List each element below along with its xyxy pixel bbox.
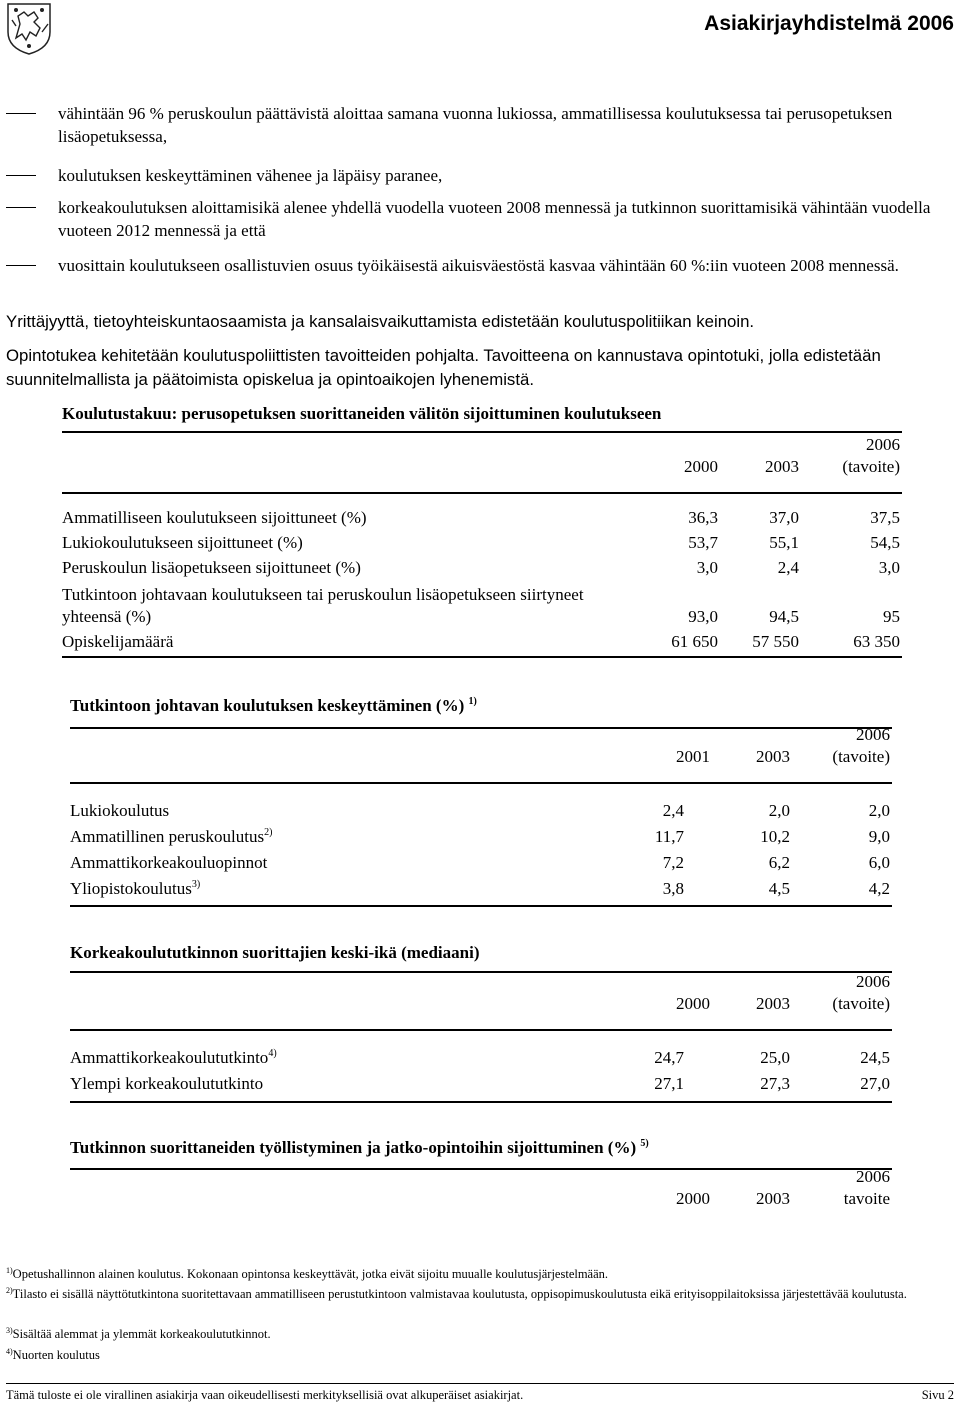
table-title: Tutkintoon johtavan koulutuksen keskeyttäminen (%) $^{1)}$ (70, 696, 477, 715)
footnote: $^{1)}$Opetushallinnon alainen koulutus. Kokonaan opintonsa keskeyttävät, jotka eivät sijoitu muualle koulutusjärjestelmään. (6, 1266, 609, 1281)
table-top-rule (70, 727, 892, 729)
dash-marker (6, 175, 36, 176)
row-label: Lukiokoulutus (70, 801, 170, 820)
table-title: Tutkinnon suorittaneiden työllistyminen ja jatko-opintoihin sijoittuminen (%) $^{5)}$ (70, 1138, 649, 1157)
cell-value: 54,5 (870, 533, 900, 552)
cell-value: 27,0 (860, 1074, 890, 1093)
cell-value: 25,0 (760, 1048, 790, 1067)
table-top-rule (70, 971, 892, 973)
dash-marker (6, 207, 36, 208)
row-label: Yliopistokoulutus$^{3)}$ (70, 879, 201, 898)
paragraph: Opintotukea kehitetään koulutuspoliittisten tavoitteiden pohjalta. Tavoitteena on kannustava opintotuki, jolla edistetään suunnitelmallista ja päätoimista opiskelua ja opintoaikojen lyhenemistä. (6, 346, 881, 389)
cell-value: 37,0 (769, 508, 799, 527)
column-header: 2003 (756, 994, 790, 1013)
bullet-item (6, 102, 956, 148)
cell-value: 6,2 (768, 853, 790, 872)
cell-value: 63 350 (853, 632, 900, 651)
cell-value: 3,8 (662, 879, 684, 898)
cell-value: 6,0 (868, 853, 890, 872)
table-keskeyttaminen (70, 696, 892, 908)
cell-value: 55,1 (769, 533, 799, 552)
column-header: 2003 (765, 457, 799, 476)
footer-disclaimer: Tämä tuloste ei ole virallinen asiakirja vaan oikeudellisesti merkityksellisiä ovat alkuperäiset asiakirjat. (6, 1388, 524, 1402)
bullet-item (6, 196, 956, 242)
bullet-item (6, 254, 956, 277)
bullet-text: korkeakoulutuksen aloittamisikä alenee yhdellä vuodella vuoteen 2008 mennessä ja tutkinnon suorittamisikä vähintään vuodella vuoteen 2012 mennessä ja että (58, 198, 931, 240)
row-label: Lukiokoulutukseen sijoittuneet (%) (62, 533, 303, 552)
column-header: 2000 (676, 994, 710, 1013)
cell-value: 93,0 (688, 607, 718, 626)
bullet-text: vuosittain koulutukseen osallistuvien osuus työikäisestä aikuisväestöstä kasvaa vähintään 60 %:iin vuoteen 2008 mennessä. (58, 256, 899, 275)
footnote: $^{3)}$Sisältää alemmat ja ylemmät korkeakoulututkinnot. (6, 1326, 271, 1341)
cell-value: 9,0 (868, 827, 890, 846)
row-label: Opiskelijamäärä (62, 632, 174, 651)
column-header: 2006 (856, 725, 890, 744)
bullet-text: vähintään 96 % peruskoulun päättävistä aloittaa samana vuonna lukiossa, ammatillisessa koulutuksessa tai perusopetuksen lisäopetuksessa, (58, 104, 893, 146)
cell-value: 24,7 (654, 1048, 684, 1067)
row-label: Peruskoulun lisäopetukseen sijoittuneet (%) (62, 558, 361, 577)
cell-value: 53,7 (688, 533, 718, 552)
cell-value: 57 550 (752, 632, 799, 651)
cell-value: 27,1 (654, 1074, 684, 1093)
page-number: Sivu 2 (921, 1388, 954, 1402)
cell-value: 2,0 (768, 801, 790, 820)
row-label: Ammatilliseen koulutukseen sijoittuneet (%) (62, 508, 367, 527)
table-koulutustakuu (62, 404, 902, 660)
table-bottom-rule (62, 656, 902, 658)
cell-value: 3,0 (696, 558, 718, 577)
cell-value: 37,5 (870, 508, 900, 527)
footnote: $^{2)}$Tilasto ei sisällä näyttötutkintona suoritettavaan ammatilliseen perustutkintoon valmistavaa koulutusta, oppisopimuskoulutusta eikä erityisoppilaitoksissa järjestettävää koulutusta. (6, 1286, 907, 1301)
dash-marker (6, 113, 36, 114)
row-label: Ammattikorkeakoulututkinto$^{4)}$ (70, 1048, 277, 1067)
bullet-item (6, 164, 956, 187)
cell-value: 4,5 (768, 879, 790, 898)
cell-value: 94,5 (769, 607, 799, 626)
column-header: 2006 (856, 1167, 890, 1186)
table-title: Korkeakoulututkinnon suorittajien keski-ikä (mediaani) (70, 943, 480, 962)
table-bottom-rule (70, 1101, 892, 1103)
table-header-rule (62, 492, 902, 494)
cell-value: 27,3 (760, 1074, 790, 1093)
cell-value: 2,4 (662, 801, 684, 820)
table-top-rule (70, 1168, 892, 1170)
table-keski-ika (70, 943, 892, 1107)
footnote: $^{4)}$Nuorten koulutus (6, 1347, 100, 1362)
column-header: (tavoite) (832, 747, 890, 766)
table-title: Koulutustakuu: perusopetuksen suorittaneiden välitön sijoittuminen koulutukseen (62, 404, 662, 423)
cell-value: 11,7 (654, 827, 684, 846)
column-header: 2003 (756, 1189, 790, 1208)
cell-value: 2,0 (868, 801, 890, 820)
coat-of-arms-lion-logo (4, 2, 54, 56)
document-title: Asiakirjayhdistelmä 2006 (704, 12, 954, 35)
column-header: (tavoite) (832, 994, 890, 1013)
table-top-rule (62, 431, 902, 433)
cell-value: 36,3 (688, 508, 718, 527)
cell-value: 4,2 (868, 879, 890, 898)
column-header: 2001 (676, 747, 710, 766)
row-label: Tutkintoon johtavaan koulutukseen tai peruskoulun lisäopetukseen siirtyneet (62, 585, 584, 604)
column-header: 2006 (856, 972, 890, 991)
cell-value: 7,2 (662, 853, 684, 872)
column-header: tavoite (843, 1189, 890, 1208)
cell-value: 3,0 (878, 558, 900, 577)
row-label: Ammattikorkeakouluopinnot (70, 853, 268, 872)
cell-value: 10,2 (760, 827, 790, 846)
table-tyollistyminen (70, 1138, 892, 1228)
row-label-continued: yhteensä (%) (62, 607, 152, 626)
footer-rule (6, 1383, 954, 1384)
cell-value: 95 (883, 607, 900, 626)
table-header-rule (70, 1029, 892, 1031)
column-header: 2000 (676, 1189, 710, 1208)
column-header: (tavoite) (842, 457, 900, 476)
table-header-rule (70, 782, 892, 784)
column-header: 2000 (684, 457, 718, 476)
cell-value: 2,4 (777, 558, 799, 577)
dash-marker (6, 265, 36, 266)
paragraph: Yrittäjyyttä, tietoyhteiskuntaosaamista ja kansalaisvaikuttamista edistetään koulutuspolitiikan keinoin. (6, 312, 755, 331)
column-header: 2003 (756, 747, 790, 766)
bullet-text: koulutuksen keskeyttäminen vähenee ja läpäisy paranee, (58, 166, 443, 185)
cell-value: 61 650 (671, 632, 718, 651)
table-bottom-rule (70, 905, 892, 907)
row-label: Ylempi korkeakoulututkinto (70, 1074, 264, 1093)
cell-value: 24,5 (860, 1048, 890, 1067)
column-header: 2006 (866, 435, 900, 454)
row-label: Ammatillinen peruskoulutus$^{2)}$ (70, 827, 273, 846)
